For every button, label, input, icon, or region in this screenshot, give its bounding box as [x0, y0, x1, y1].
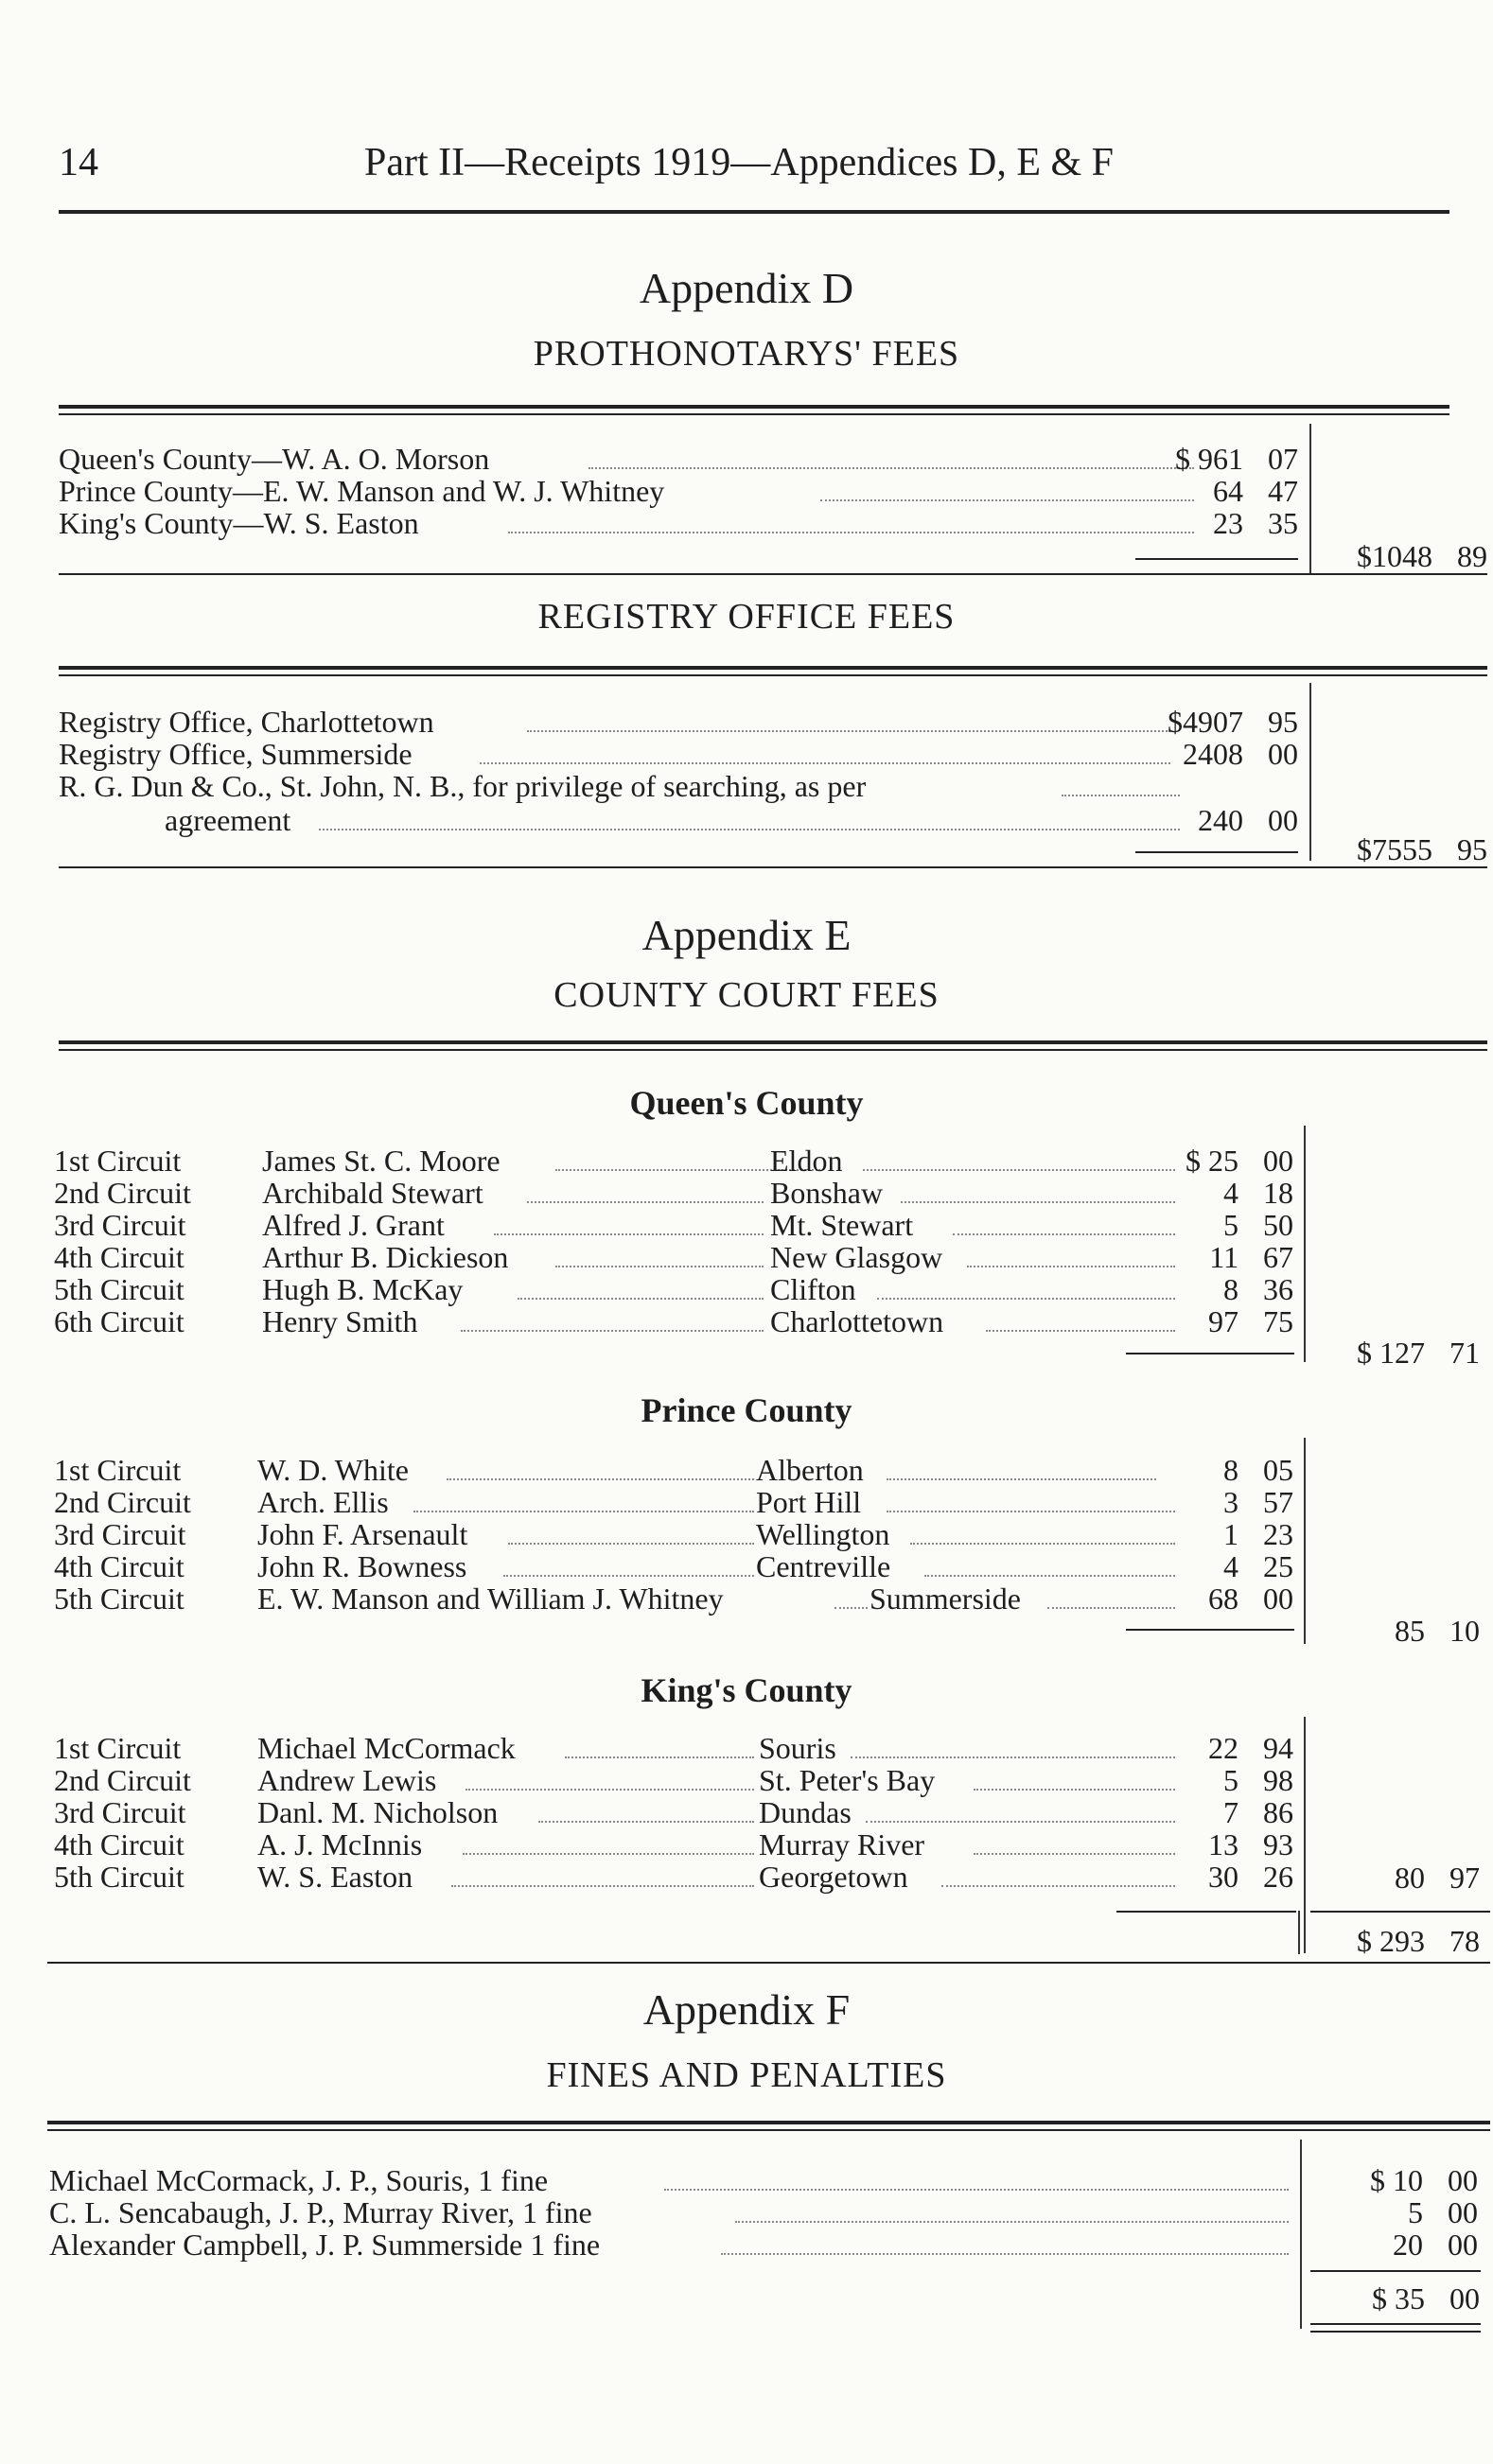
subtotal-rule	[1126, 1629, 1294, 1631]
queens-county-heading: Queen's County	[629, 1084, 864, 1122]
subtotal-rule	[1310, 1911, 1490, 1913]
column-divider	[1298, 1911, 1300, 1954]
total-double-rule-bottom	[1310, 2331, 1481, 2333]
circuit-row: 5th Circuit Hugh B. McKay Clifton 8 36	[54, 1272, 1293, 1306]
double-rule-bottom	[59, 413, 1449, 415]
circuit-row: 3rd Circuit John F. Arsenault Wellington 1 23	[54, 1517, 1293, 1551]
section-rule	[59, 866, 1487, 868]
circuit-row: 4th Circuit John R. Bowness Centreville 4 25	[54, 1549, 1293, 1583]
fine-row: Michael McCormack, J. P., Souris, 1 fine $ 10 00	[49, 2163, 1478, 2197]
appendix-e-title: Appendix E	[641, 911, 852, 959]
registry-row: R. G. Dun & Co., St. John, N. B., for privilege of searching, as per	[59, 770, 1308, 802]
subtotal-rule	[1126, 1353, 1294, 1354]
prince-county-total: 85 10	[1395, 1614, 1480, 1648]
header-rule	[59, 210, 1449, 214]
subtotal-rule	[1116, 1911, 1296, 1913]
fine-row: C. L. Sencabaugh, J. P., Murray River, 1 fine 5 00	[49, 2195, 1478, 2229]
fine-row: Alexander Campbell, J. P. Summerside 1 fine 20 00	[49, 2228, 1478, 2262]
registry-subtitle: REGISTRY OFFICE FEES	[537, 597, 956, 637]
circuit-row: 1st Circuit W. D. White Alberton 8 05	[54, 1453, 1293, 1487]
circuit-row: 4th Circuit Arthur B. Dickieson New Glasgow 11 67	[54, 1240, 1293, 1274]
appendix-f-subtitle: FINES AND PENALTIES	[546, 2055, 947, 2095]
appendix-f-title: Appendix F	[642, 1985, 851, 2034]
page-number: 14	[59, 141, 98, 184]
subtotal-rule	[1310, 2270, 1481, 2272]
circuit-row: 4th Circuit A. J. McInnis Murray River 13 93	[54, 1827, 1293, 1861]
circuit-row: 1st Circuit Michael McCormack Souris 22 94	[54, 1731, 1293, 1765]
section-rule	[59, 573, 1487, 575]
registry-row: agreement 240 00	[165, 803, 1298, 837]
prothonotary-row: King's County—W. S. Easton 23 35	[59, 506, 1298, 540]
column-divider	[1304, 1438, 1306, 1644]
kings-county-heading: King's County	[641, 1671, 852, 1709]
registry-row: Registry Office, Summerside 2408 00	[59, 737, 1298, 771]
circuit-row: 2nd Circuit Archibald Stewart Bonshaw 4 18	[54, 1176, 1293, 1210]
circuit-row: 3rd Circuit Alfred J. Grant Mt. Stewart 5 50	[54, 1208, 1293, 1242]
column-divider	[1309, 424, 1311, 573]
prince-county-heading: Prince County	[641, 1391, 852, 1429]
appendix-d-title: Appendix D	[639, 264, 854, 312]
circuit-row: 1st Circuit James St. C. Moore Eldon $ 25 00	[54, 1144, 1293, 1178]
queens-county-total: $ 127 71	[1357, 1336, 1480, 1370]
circuit-row: 6th Circuit Henry Smith Charlottetown 97 75	[54, 1304, 1293, 1338]
county-court-grand-total: $ 293 78	[1357, 1924, 1480, 1958]
subtotal-rule	[1135, 558, 1298, 560]
total-double-rule-top	[1310, 2323, 1481, 2325]
appendix-e-subtitle: COUNTY COURT FEES	[553, 975, 940, 1015]
prothonotary-total: $1048 89	[1357, 539, 1487, 573]
circuit-row: 3rd Circuit Danl. M. Nicholson Dundas 7 86	[54, 1795, 1293, 1829]
column-divider	[1309, 683, 1311, 861]
prothonotary-row: Queen's County—W. A. O. Morson $ 961 07	[59, 442, 1298, 476]
running-head: Part II—Receipts 1919—Appendices D, E & F	[364, 141, 1115, 184]
prothonotary-row: Prince County—E. W. Manson and W. J. Whitney 64 47	[59, 474, 1298, 508]
column-divider	[1304, 1126, 1306, 1362]
double-rule-bottom	[59, 674, 1487, 676]
circuit-row: 5th Circuit W. S. Easton Georgetown 30 26	[54, 1860, 1293, 1894]
double-rule-bottom	[47, 2129, 1490, 2131]
registry-row: Registry Office, Charlottetown $4907 95	[59, 705, 1298, 739]
appendix-d-subtitle: PROTHONOTARYS' FEES	[533, 334, 960, 374]
double-rule-top	[59, 405, 1449, 409]
double-rule-bottom	[59, 1049, 1487, 1051]
kings-county-total: 80 97	[1395, 1861, 1480, 1895]
circuit-row: 2nd Circuit Arch. Ellis Port Hill 3 57	[54, 1485, 1293, 1519]
double-rule-top	[59, 666, 1487, 670]
circuit-row: 5th Circuit E. W. Manson and William J. Whitney Summerside 68 00	[54, 1582, 1293, 1616]
subtotal-rule	[1135, 851, 1298, 853]
circuit-row: 2nd Circuit Andrew Lewis St. Peter's Bay 5 98	[54, 1763, 1293, 1797]
section-rule	[47, 1962, 1490, 1964]
registry-total: $7555 95	[1357, 832, 1487, 866]
fines-total: $ 35 00	[1372, 2281, 1480, 2315]
column-divider	[1304, 1717, 1306, 1953]
double-rule-top	[47, 2121, 1490, 2124]
double-rule-top	[59, 1040, 1487, 1044]
